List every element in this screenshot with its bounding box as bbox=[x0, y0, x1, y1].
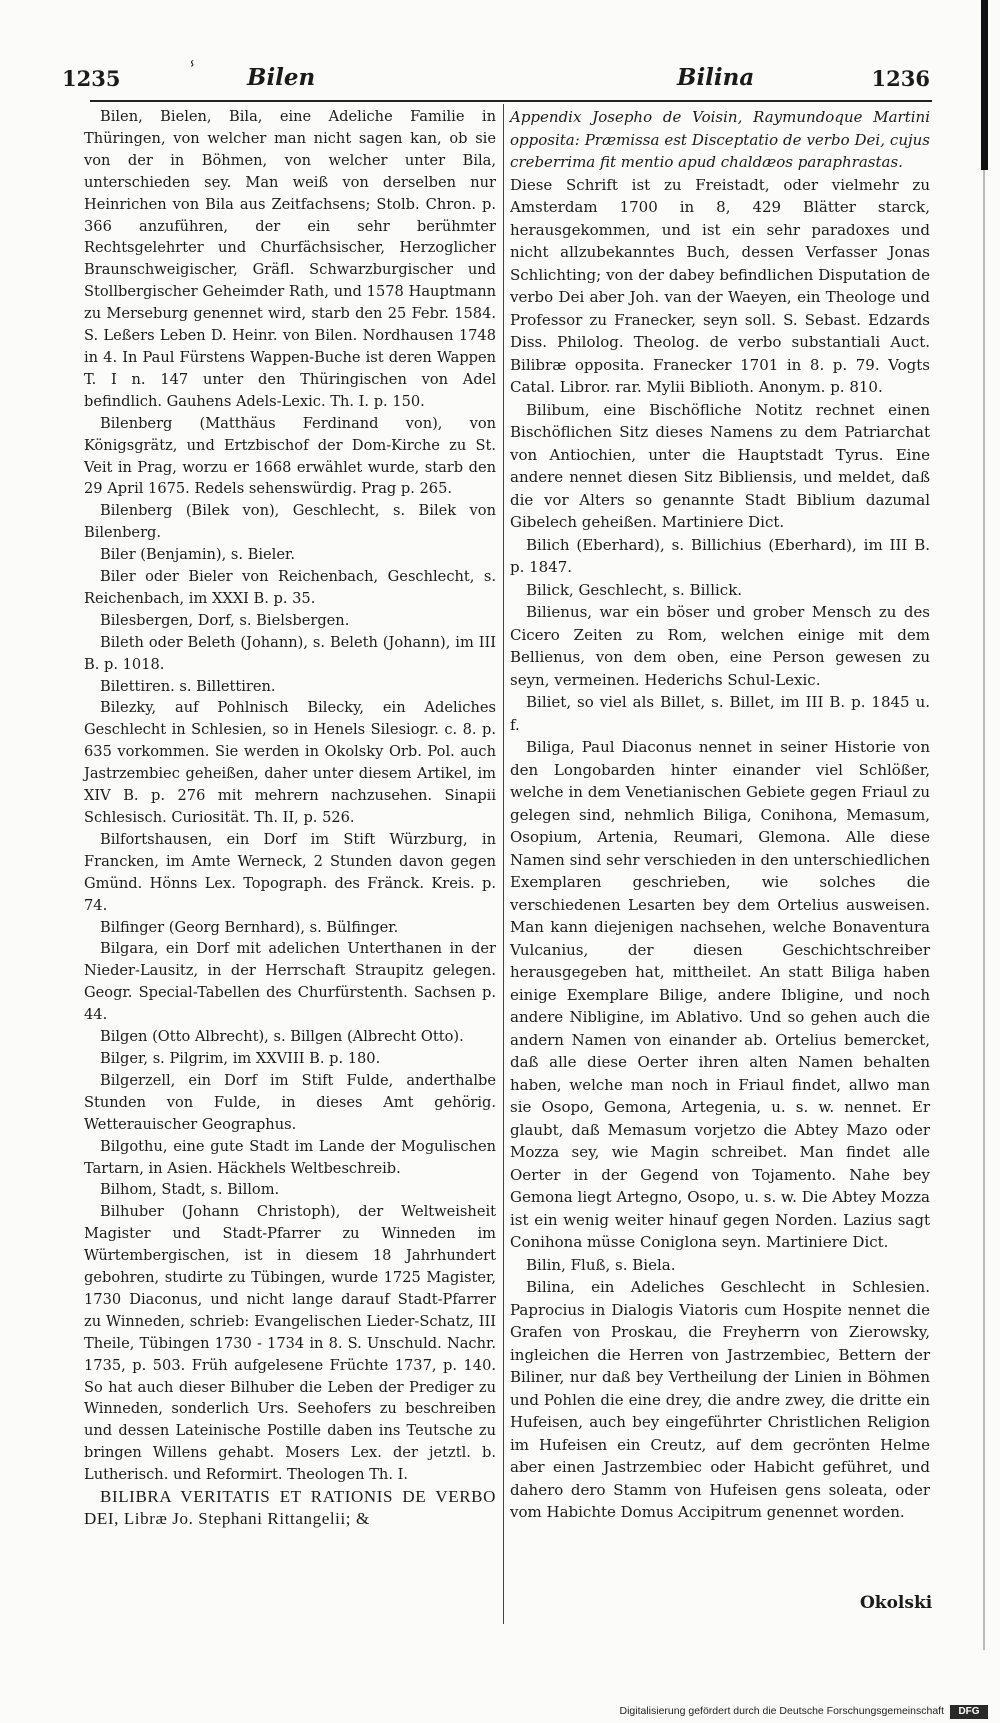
entry-bilfinger: Bilfinger (Georg Bernhard), s. Bülfinger. bbox=[100, 918, 399, 936]
entry-bilgothu: Bilgothu, eine gute Stadt im Lande der Mogulischen Tartarn, in Asien. Häckhels Weltbeschreib. bbox=[84, 1137, 496, 1177]
entry-bilibra-continued: Appendix Josepho de Voisin, Raymundoque Martini opposita: Præmissa est Disceptatio de verbo Dei, cujus creberrima fit mentio apud chaldæos paraphrastas. bbox=[510, 108, 930, 171]
entry-bilger: Bilger, s. Pilgrim, im XXVIII B. p. 180. bbox=[100, 1049, 381, 1067]
entry-bilfortshausen: Bilfortshausen, ein Dorf im Stift Würzburg, in Francken, im Amte Werneck, 2 Stunden davon gegen Gmünd. Hönns Lex. Topograph. des Fränck. Kreis. p. 74. bbox=[84, 830, 496, 914]
entry-bilgerzell: Bilgerzell, ein Dorf im Stift Fulde, anderthalbe Stunden von Fulde, in dieses Amt gehörig. Wetterauischer Geographus. bbox=[84, 1071, 496, 1133]
scan-edge-line bbox=[983, 170, 985, 1650]
entry-bilienus: Bilienus, war ein böser und grober Mensch zu des Cicero Zeiten zu Rom, welchen einige mit dem Bellienus, von dem oben, eine Person gewesen zu seyn, vermeinen. Hederichs Schul-Lexic. bbox=[510, 603, 930, 689]
right-column bbox=[510, 106, 930, 1524]
column-divider bbox=[503, 104, 504, 1624]
entry-biler-reichenbach: Biler oder Bieler von Reichenbach, Geschlecht, s. Reichenbach, im XXXI B. p. 35. bbox=[84, 568, 496, 607]
entry-bilin: Bilin, Fluß, s. Biela. bbox=[526, 1255, 676, 1274]
entry-bilenberg-bilek: Bilenberg (Bilek von), Geschlecht, s. Bilek von Bilenberg. bbox=[84, 502, 496, 542]
entry-bilen: Bilen, Bielen, Bila, eine Adeliche Familie in Thüringen, von welcher man nicht sagen kan, ob sie von der in Böhmen, von welcher unter Bila, unterschieden sey. Man weiß von derselben nur Heinrichen von Bila aus Zeitfachsens; Stolb. Chron. p. 366 anzuführen, der ein sehr berühmter Rechtsgelehrter und Churfächsischer, Herzoglicher Braunschweigischer, Gräfl. Schwarzburgischer und Stollbergischer Geheimder Rath, und 1578 Hauptmann zu Merseburg genennet wird, starb den 25 Febr. 1584. S. Leßers Leben D. Heinr. von Bilen. Nordhausen 1748 in 4. In Paul Fürstens Wappen-Buche ist deren Wappen T. I n. 147 unter den Thüringischen von Adel befindlich. Gauhens Adels-Lexic. Th. I. p. 150. bbox=[84, 108, 496, 410]
entry-bilenberg-matthaeus: Bilenberg (Matthäus Ferdinand von), von Königsgrätz, und Ertzbischof der Dom-Kirche zu St. Veit in Prag, worzu er 1668 erwählet wurde, starb den 29 April 1675. Redels sehenswürdig. Prag p. 265. bbox=[84, 414, 496, 498]
entry-bilhuber: Bilhuber (Johann Christoph), der Weltweisheit Magister und Stadt-Pfarrer zu Winneden im Würtembergischen, ist in diesem 18 Jahrhundert gebohren, studirte zu Tübingen, wurde 1725 Magister, 1730 Diaconus, und nicht lange darauf Stadt-Pfarrer zu Winneden, schrieb: Evangelischen Lieder-Schatz, III Theile, Tübingen 1730 - 1734 in 8. S. Unschuld. Nachr. 1735, p. 503. Früh aufgelesene Früchte 1737, p. 140. So hat auch dieser Bilhuber die Leben der Prediger zu Winneden, sonderlich Urs. Seehofers zu beschreiben und dessen Lateinische Postille daben ins Teutsche zu bringen Willens gehabt. Mosers Lex. der jetztl. b. Lutherisch. und Reformirt. Theologen Th. I. bbox=[84, 1203, 496, 1484]
entry-biliet: Biliet, so viel als Billet, s. Billet, im III B. p. 1845 u. f. bbox=[510, 693, 930, 734]
entry-bilick: Bilick, Geschlecht, s. Billick. bbox=[526, 580, 743, 599]
entry-biliga: Biliga, Paul Diaconus nennet in seiner Historie von den Longobarden hinter einander viel Schlößer, welche in dem Venetianischen Gebiete gegen Friaul zu gelegen sind, nehmlich Biliga, Conihona, Memasum, Osopium, Artenia, Reumari, Glemona. Alle diese Namen sind sehr verschieden in den unterschiedlichen Exemplaren geschrieben, wie solches die verschiedenen Lesarten bey dem Ortelius ausweisen. Man kann diejenigen nachsehen, welche Bonaventura Vulcanius, der diesen Geschichtschreiber herausgegeben hat, mittheilet. An statt Biliga haben einige Exemplare Bilige, andere Ibligine, und noch andere Nibligine, im Ablativo. Und so gehen auch die andern Namen von einander ab. Ortelius bemercket, daß alle diese Oerter ihren alten Namen behalten haben, welche man noch in Friaul findet, allwo man sie Osopo, Gemona, Artegenia, u. s. w. nennet. Er glaubt, daß Memasum vorjetzo die Abtey Mazo oder Mozza sey, wie Magin schreibet. Man findet alle Oerter in der Gegend von Tojamento. Nahe bey Gemona liegt Artegno, Osopo, u. s. w. Die Abtey Mozza ist ein wenig weiter hinauf gegen Norden. Lazius sagt Conihona müsse Coniglona seyn. Martiniere Dict. bbox=[510, 738, 930, 1251]
entry-bilezky: Bilezky, auf Pohlnisch Bilecky, ein Adeliches Geschlecht in Schlesien, so in Henels Silesiogr. c. 8. p. 635 vorkommen. Sie werden in Okolsky Orb. Pol. auch Jastrzembiec geheißen, daher unter diesem Artikel, im XIV B. p. 276 mit mehrern nachzusehen. Sinapii Schlesisch. Curiosität. Th. II, p. 526. bbox=[84, 699, 496, 826]
entry-bilibra: BILIBRA VERITATIS ET RATIONIS DE VERBO DEI, Libræ Jo. Stephani Rittangelii; & bbox=[84, 1487, 496, 1528]
header-rule bbox=[90, 100, 932, 102]
printer-mark: ⸯ bbox=[187, 62, 198, 83]
entry-bileth: Bileth oder Beleth (Johann), s. Beleth (Johann), im III B. p. 1018. bbox=[84, 633, 496, 673]
digitization-credit: Digitalisierung gefördert durch die Deutsche Forschungsgemeinschaft bbox=[619, 1705, 944, 1717]
entry-bilich: Bilich (Eberhard), s. Billichius (Eberhard), im III B. p. 1847. bbox=[510, 535, 930, 576]
entry-bilhom: Bilhom, Stadt, s. Billom. bbox=[100, 1181, 280, 1199]
left-column bbox=[84, 106, 496, 1530]
entry-bilibum: Bilibum, eine Bischöfliche Notitz rechnet einen Bischöflichen Sitz dieses Namens zu dem Patriarchat von Antiochien, unter die Hauptstadt Tyrus. Eine andere nennet diesen Sitz Bibliensis, und meldet, daß die vor Alters so genannte Stadt Biblium dazumal Gibelech geheißen. Martiniere Dict. bbox=[510, 400, 930, 531]
running-header bbox=[62, 60, 930, 96]
entry-bilgara: Bilgara, ein Dorf mit adelichen Unterthanen in der Nieder-Lausitz, in der Herrschaft Straupitz gelegen. Geogr. Special-Tabellen des Churfürstenth. Sachsen p. 44. bbox=[84, 940, 496, 1024]
headword-right: Bilina bbox=[677, 64, 755, 91]
entry-bilina: Bilina, ein Adeliches Geschlecht in Schlesien. Paprocius in Dialogis Viatoris cum Hospite nennet die Grafen von Proskau, die Freyherrn von Zierowsky, ingleichen die Herren von Jastrzembiec, Bettern der Biliner, nur daß bey Vertheilung der Linien in Böhmen und Pohlen die eine drey, die andre zwey, die dritte ein Hufeisen, auch bey eingeführter Christlichen Religion im Hufeisen ein Creutz, auf dem gecrönten Helme aber einen Jastrzembiec oder Habicht geführet, und dahero dero Stamm von Hufeisen gens soleata, oder vom Habichte Domus Accipitrum genennet worden. bbox=[510, 1278, 930, 1521]
entry-biler-benjamin: Biler (Benjamin), s. Bieler. bbox=[100, 546, 295, 564]
scan-edge bbox=[981, 0, 988, 170]
headword-left: Bilen bbox=[247, 64, 316, 91]
entry-bilibra-description: Diese Schrift ist zu Freistadt, oder vielmehr zu Amsterdam 1700 in 8, 429 Blätter starck, herausgekommen, und ist ein sehr paradoxes und nicht allzubekanntes Buch, dessen Verfasser Jonas Schlichting; von der dabey befindlichen Disputation de verbo Dei aber Joh. van der Waeyen, ein Theologe und Professor zu Franecker, seyn soll. S. Sebast. Edzards Diss. Philolog. Theolog. de verbo substantiali Auct. Bilibræ opposita. Franecker 1701 in 8. p. 79. Vogts Catal. Libror. rar. Mylii Biblioth. Anonym. p. 810. bbox=[510, 175, 930, 396]
entry-bilgen: Bilgen (Otto Albrecht), s. Billgen (Albrecht Otto). bbox=[100, 1028, 464, 1046]
catchword: Okolski bbox=[860, 1593, 933, 1613]
entry-bilettiren: Bilettiren. s. Billettiren. bbox=[100, 677, 276, 695]
page-number-left: 1235 bbox=[62, 66, 121, 91]
page-number-right: 1236 bbox=[871, 66, 930, 91]
dfg-logo: DFG bbox=[950, 1705, 988, 1719]
entry-bilesbergen: Bilesbergen, Dorf, s. Bielsbergen. bbox=[100, 611, 350, 629]
